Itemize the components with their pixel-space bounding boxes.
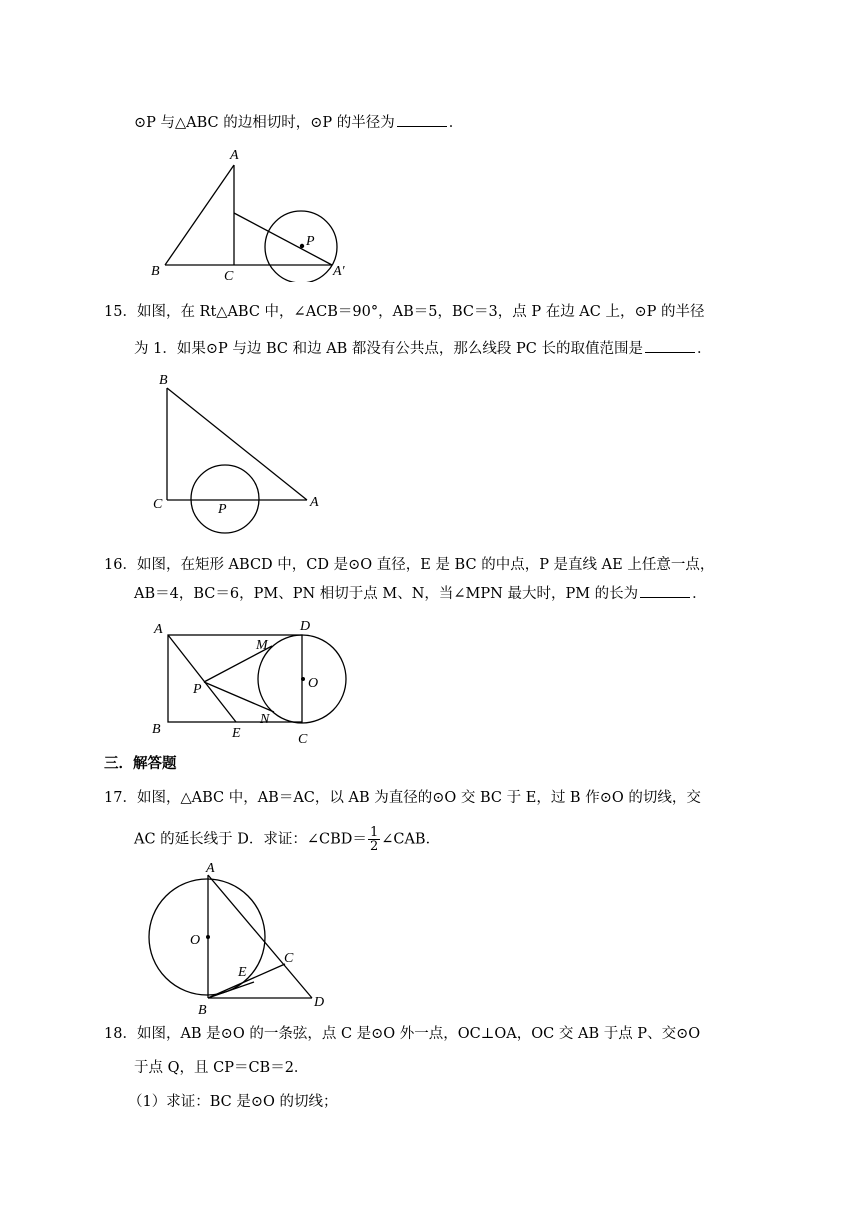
label-P: P	[218, 502, 227, 517]
answer-blank	[645, 338, 695, 353]
label-A: A	[154, 622, 163, 637]
label-D: D	[314, 995, 325, 1010]
label-M: M	[256, 638, 268, 653]
label-B: B	[151, 264, 160, 279]
label-D: D	[300, 619, 311, 634]
label-E: E	[232, 726, 241, 741]
label-O: O	[308, 676, 319, 691]
label-A: A	[310, 495, 319, 510]
label-C: C	[224, 269, 234, 282]
q14-figure	[140, 142, 360, 282]
section-heading: 三．解答题	[104, 755, 177, 772]
answer-blank	[397, 112, 447, 127]
q15-line2: 为 1．如果⊙P 与边 BC 和边 AB 都没有公共点，那么线段 PC 长的取值范围是 ．	[134, 338, 712, 359]
label-E: E	[238, 965, 247, 980]
q18-line1: 18．如图，AB 是⊙O 的一条弦，点 C 是⊙O 外一点，OC⊥OA，OC 交 AB 于点 P、交⊙O	[104, 1026, 701, 1042]
q17-line1: 17．如图，△ABC 中，AB＝AC，以 AB 为直径的⊙O 交 BC 于 E，过 B 作⊙O 的切线，交	[104, 790, 701, 806]
fraction-one-half: $\frac{1}{2}$	[369, 825, 379, 854]
label-B: B	[152, 722, 161, 737]
label-P: P	[306, 234, 315, 249]
q16-line2: AB＝4，BC＝6，PM、PN 相切于点 M、N，当∠MPN 最大时，PM 的长为 ．	[134, 583, 707, 604]
q16-figure	[140, 615, 360, 745]
q18-line2: 于点 Q，且 CP＝CB＝2．	[134, 1060, 309, 1076]
q15-line1: 15．如图，在 Rt△ABC 中，∠ACB＝90°，AB＝5，BC＝3，点 P 在边 AC 上，⊙P 的半径	[104, 304, 705, 320]
label-B: B	[159, 373, 168, 388]
label-C: C	[284, 951, 294, 966]
label-B: B	[198, 1003, 207, 1018]
q18-sub1: （1）求证：BC 是⊙O 的切线；	[128, 1094, 338, 1110]
q16-line1: 16．如图，在矩形 ABCD 中，CD 是⊙O 直径，E 是 BC 的中点，P 是直线 AE 上任意一点，	[104, 557, 715, 573]
q14-text: ⊙P 与△ABC 的边相切时，⊙P 的半径为 ．	[134, 112, 463, 133]
label-C: C	[153, 497, 163, 512]
q17-figure	[140, 858, 340, 1018]
label-N: N	[260, 712, 270, 727]
label-A: A	[206, 861, 215, 876]
label-O: O	[190, 933, 201, 948]
label-P: P	[193, 682, 202, 697]
q17-line2: AC 的延长线于 D．求证：∠CBD＝ $\frac{1}{2}$ ∠CAB．	[134, 825, 441, 854]
answer-blank	[640, 583, 690, 598]
label-A: A	[230, 148, 239, 163]
q15-figure	[145, 368, 330, 543]
label-C: C	[298, 732, 308, 745]
label-A-prime: A′	[333, 264, 345, 279]
